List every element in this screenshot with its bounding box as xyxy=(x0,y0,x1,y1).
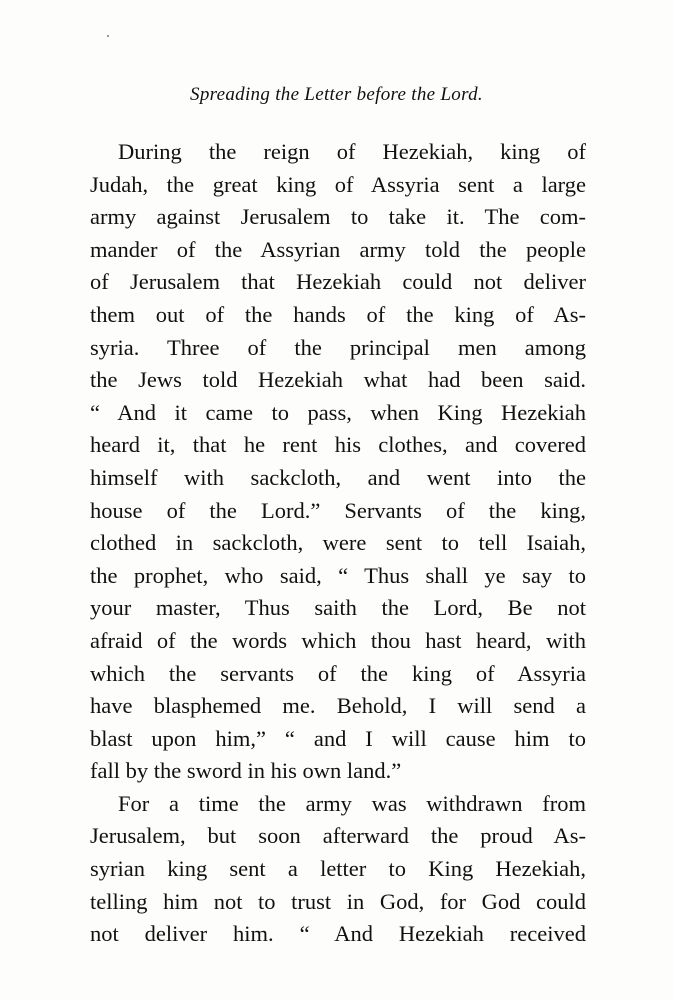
text-line: mander of the Assyrian army told the people xyxy=(90,236,586,262)
text-line: army against Jerusalem to take it. The com- xyxy=(90,204,586,230)
text-line: Judah, the great king of Assyria sent a large xyxy=(90,171,586,197)
text-line: Jerusalem, but soon afterward the proud As- xyxy=(90,823,586,849)
text-line: For a time the army was withdrawn from xyxy=(118,790,586,816)
body-text xyxy=(90,136,586,951)
text-line: heard it, that he rent his clothes, and covered xyxy=(90,432,586,458)
running-heading: Spreading the Letter before the Lord. xyxy=(190,84,483,105)
text-line: of Jerusalem that Hezekiah could not deliver xyxy=(90,269,586,295)
text-line: fall by the sword in his own land.” xyxy=(90,758,402,784)
text-line: syrian king sent a letter to King Hezekiah, xyxy=(90,856,586,882)
text-line: them out of the hands of the king of As- xyxy=(90,301,586,327)
text-line: the prophet, who said, “ Thus shall ye say to xyxy=(90,562,586,588)
text-line: which the servants of the king of Assyria xyxy=(90,660,586,686)
text-line: telling him not to trust in God, for God could xyxy=(90,888,586,914)
print-speck xyxy=(107,35,109,37)
text-line: himself with sackcloth, and went into the xyxy=(90,464,586,490)
text-line: not deliver him. “ And Hezekiah received xyxy=(90,921,586,947)
text-line: clothed in sackcloth, were sent to tell Isaiah, xyxy=(90,530,586,556)
text-line: your master, Thus saith the Lord, Be not xyxy=(90,595,586,621)
text-line: afraid of the words which thou hast heard, with xyxy=(90,627,586,653)
text-line: the Jews told Hezekiah what had been said. xyxy=(90,367,586,393)
text-line: blast upon him,” “ and I will cause him to xyxy=(90,725,586,751)
text-line: syria. Three of the principal men among xyxy=(90,334,586,360)
text-line: house of the Lord.” Servants of the king, xyxy=(90,497,586,523)
text-line: “ And it came to pass, when King Hezekiah xyxy=(90,399,586,425)
text-line: have blasphemed me. Behold, I will send a xyxy=(90,693,586,719)
text-line: During the reign of Hezekiah, king of xyxy=(118,139,586,164)
